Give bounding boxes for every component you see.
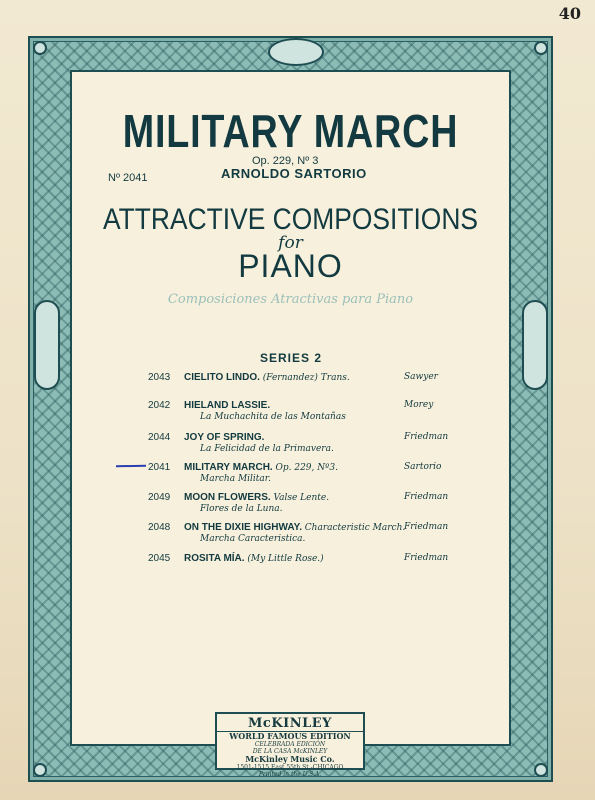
- item-title: [184, 462, 338, 473]
- publisher-edition: WORLD FAMOUS EDITION: [229, 731, 351, 741]
- item-note: Valse Lente.: [273, 493, 330, 503]
- item-arranger: Friedman: [404, 432, 449, 442]
- corner-ornament-top-right: [534, 41, 548, 55]
- item-arranger: Sawyer: [404, 372, 438, 382]
- item-note: (Fernandez) Trans.: [262, 373, 350, 383]
- item-subtitle: Marcha Militar.: [200, 474, 271, 484]
- item-note: Characteristic March.: [304, 523, 406, 533]
- item-title: [184, 492, 329, 503]
- corner-ornament-bottom-left: [33, 763, 47, 777]
- left-side-ornament: [34, 300, 60, 390]
- item-title-text: CIELITO LINDO.: [184, 372, 260, 383]
- item-number: 2042: [148, 400, 171, 411]
- item-title: [184, 522, 405, 533]
- item-title: [184, 432, 264, 443]
- printed-in-usa: Printed in the U.S.A.: [258, 771, 322, 778]
- item-note: Op. 229, Nº3.: [275, 463, 338, 473]
- right-side-ornament: [522, 300, 548, 390]
- series-title: ATTRACTIVE COMPOSITIONS: [102, 203, 478, 236]
- item-subtitle: La Muchachita de las Montañas: [200, 412, 346, 422]
- for-word: for: [278, 233, 303, 253]
- item-title-text: ON THE DIXIE HIGHWAY.: [184, 522, 302, 533]
- item-subtitle: Marcha Caracteristica.: [200, 534, 306, 544]
- item-note: (My Little Rose.): [247, 554, 324, 564]
- series-heading: SERIES 2: [260, 351, 323, 365]
- instrument-title: PIANO: [238, 248, 343, 284]
- item-title-text: HIELAND LASSIE.: [184, 400, 271, 411]
- item-number: 2044: [148, 432, 171, 443]
- item-arranger: Friedman: [404, 553, 449, 563]
- publisher-edition-spanish-1: CELEBRADA EDICIÓN: [254, 741, 326, 748]
- item-number: 2043: [148, 372, 171, 383]
- item-subtitle: Flores de la Luna.: [200, 504, 283, 514]
- item-subtitle: La Felicidad de la Primavera.: [200, 444, 334, 454]
- item-number: 2045: [148, 553, 171, 564]
- item-arranger: Sartorio: [404, 462, 442, 472]
- item-number: 2049: [148, 492, 171, 503]
- item-title-text: MILITARY MARCH.: [184, 462, 273, 473]
- composer-name: ARNOLDO SARTORIO: [221, 166, 367, 181]
- item-title-text: JOY OF SPRING.: [184, 432, 265, 443]
- item-arranger: Morey: [404, 400, 434, 410]
- page-number: 40: [558, 4, 581, 23]
- item-title: [184, 372, 350, 383]
- item-number: 2048: [148, 522, 171, 533]
- item-title-text: MOON FLOWERS.: [184, 492, 271, 503]
- publisher-company: McKinley Music Co.: [245, 754, 335, 764]
- spanish-subtitle: Composiciones Atractivas para Piano: [167, 292, 414, 307]
- item-title-text: ROSITA MÍA.: [184, 553, 245, 564]
- item-title: [184, 400, 270, 411]
- item-title: [184, 553, 324, 564]
- catalog-number: Nº 2041: [108, 172, 148, 184]
- corner-ornament-bottom-right: [534, 763, 548, 777]
- publisher-name: McKINLEY: [217, 716, 363, 732]
- top-medallion-ornament: [268, 38, 324, 66]
- item-arranger: Friedman: [404, 492, 449, 502]
- cover-title: MILITARY MARCH: [122, 105, 459, 157]
- publisher-badge: [215, 712, 365, 778]
- opus-number: Op. 229, Nº 3: [252, 155, 319, 167]
- corner-ornament-top-left: [33, 41, 47, 55]
- item-arranger: Friedman: [404, 522, 449, 532]
- item-number: 2041: [148, 462, 171, 473]
- publisher-edition-spanish-2: DE LA CASA McKINLEY: [252, 748, 328, 755]
- publisher-address: 1501-1515 East 55th St.-CHICAGO: [236, 764, 344, 771]
